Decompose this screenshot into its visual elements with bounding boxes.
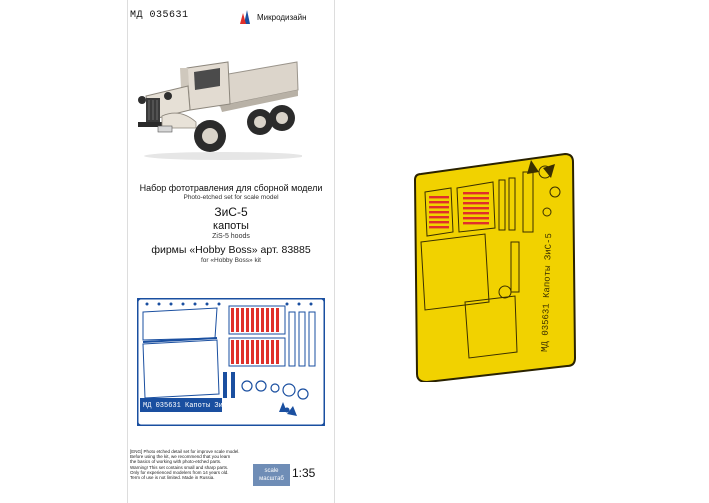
scale-badge: scale масштаб <box>253 464 290 486</box>
gold-fret-label: МД 035631 Капоты ЗиС-5 <box>540 232 555 353</box>
disclaimer: [ENG] Photo etched detail set for improve scale model. Before using the kit, we recommend that you learn the basics of working with photo-etched parts. Warning! This set contains small and sharp parts. Only for experienced modelers from 14 years old. Term of use is not limited. Made in Russia. <box>130 449 240 481</box>
brand-logo <box>240 10 307 24</box>
brand-mark-icon <box>240 10 254 24</box>
set-title-en: Photo-etched set for scale model <box>183 194 279 201</box>
kit-reference: фирмы «Hobby Boss» арт. 83885 <box>151 244 311 256</box>
kit-reference-en: for «Hobby Boss» kit <box>201 257 261 264</box>
scale-value: 1:35 <box>292 466 316 480</box>
set-title-ru: Набор фототравления для сборной модели <box>139 183 323 193</box>
article-number: МД 035631 <box>130 10 189 21</box>
part-name-en: ZiS-5 hoods <box>212 233 250 240</box>
gold-fret-photo <box>405 152 585 382</box>
model-name: ЗиС-5 <box>214 205 248 219</box>
brand-name: Микродизайн <box>257 12 307 22</box>
part-name: капоты <box>213 220 249 232</box>
fret-label: МД 035631 Капоты ЗиС-5 <box>143 402 236 410</box>
truck-photo <box>132 38 302 163</box>
